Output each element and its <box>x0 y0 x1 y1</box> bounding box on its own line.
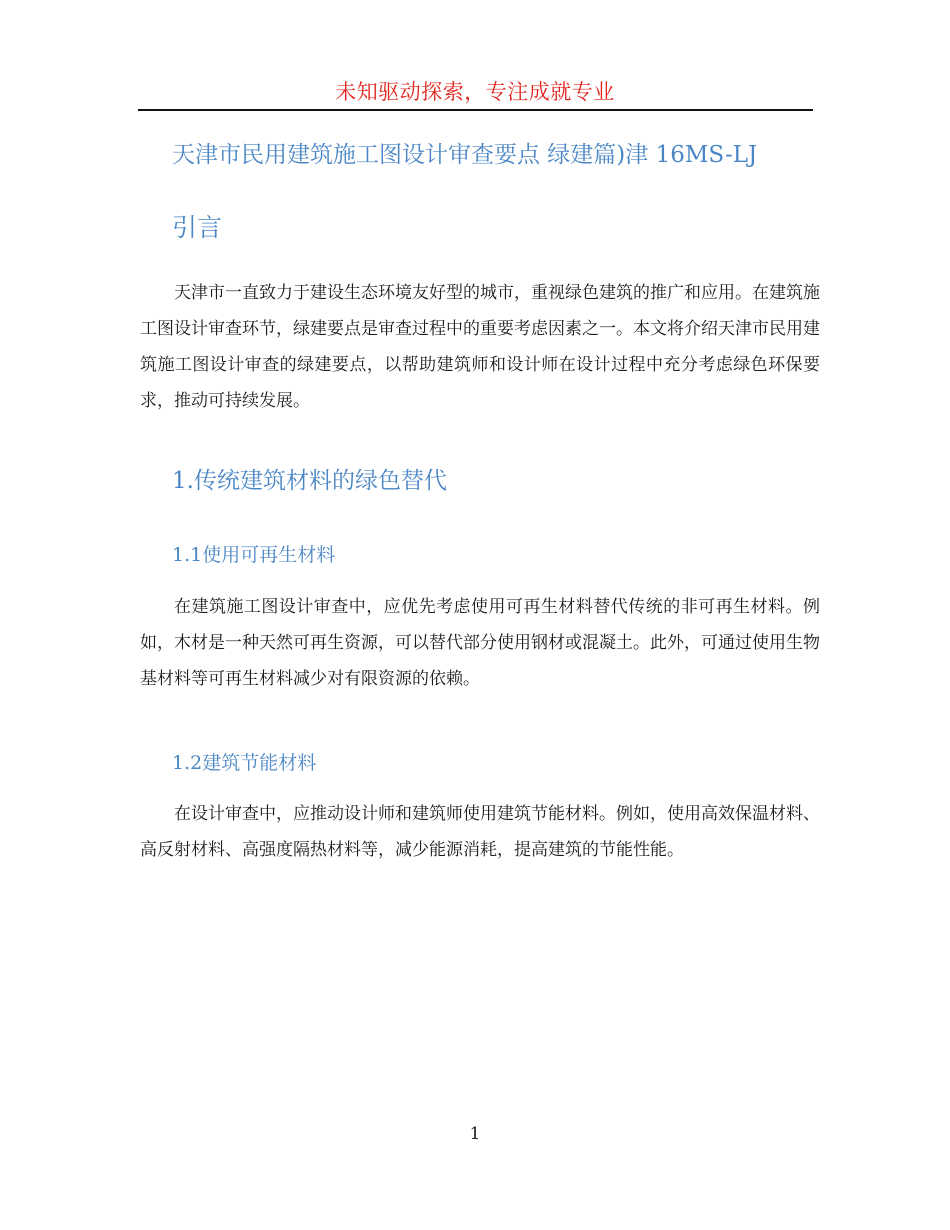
page-number: 1 <box>469 1124 481 1144</box>
header-divider <box>138 109 813 111</box>
intro-heading: 引言 <box>172 213 223 242</box>
section-1-heading: 1.传统建筑材料的绿色替代 <box>172 468 447 494</box>
section-1-2-heading: 1.2建筑节能材料 <box>172 752 317 774</box>
section-1-1-paragraph: 在建筑施工图设计审查中，应优先考虑使用可再生材料替代传统的非可再生材料。例如，木材是一种天然可再生资源，可以替代部分使用钢材或混凝土。此外，可通过使用生物基材料等可再生材料减少对有限资源的依赖。 <box>140 597 820 689</box>
document-title: 天津市民用建筑施工图设计审查要点 绿建篇)津 16MS-LJ <box>172 142 758 168</box>
header-slogan: 未知驱动探索，专注成就专业 <box>335 80 615 104</box>
section-1-2-paragraph: 在设计审查中，应推动设计师和建筑师使用建筑节能材料。例如，使用高效保温材料、高反射材料、高强度隔热材料等，减少能源消耗，提高建筑的节能性能。 <box>140 804 820 860</box>
intro-paragraph: 天津市一直致力于建设生态环境友好型的城市，重视绿色建筑的推广和应用。在建筑施工图设计审查环节，绿建要点是审查过程中的重要考虑因素之一。本文将介绍天津市民用建筑施工图设计审查的绿建要点，以帮助建筑师和设计师在设计过程中充分考虑绿色环保要求，推动可持续发展。 <box>140 283 820 411</box>
section-1-1-heading: 1.1使用可再生材料 <box>172 544 336 566</box>
